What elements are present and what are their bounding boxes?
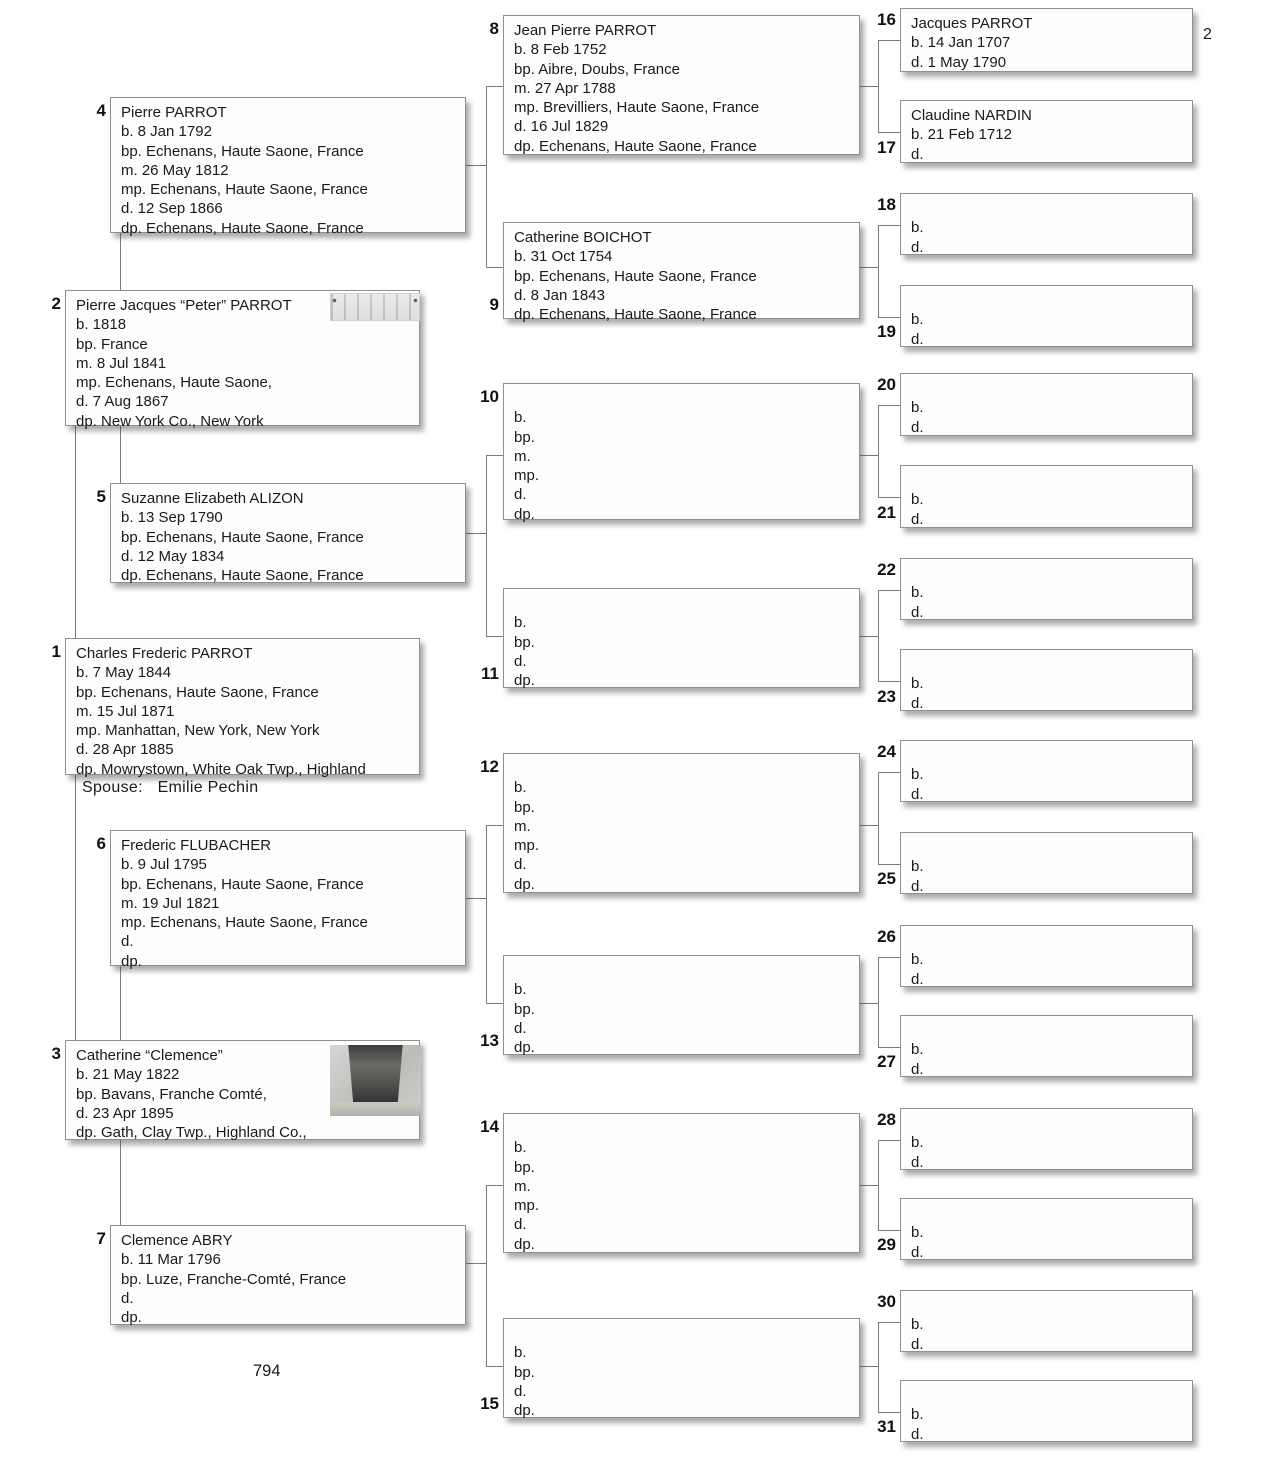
person-field-line: d. xyxy=(911,694,924,712)
connector-line xyxy=(878,1140,900,1141)
connector-line xyxy=(486,1185,503,1186)
person-field-line: b. xyxy=(514,1344,527,1362)
box-number-18: 18 xyxy=(877,195,896,214)
person-fields xyxy=(911,1040,1188,1079)
person-field-line: bp. Echenans, Haute Saone, France xyxy=(121,528,364,546)
connector-line xyxy=(860,636,878,637)
person-name xyxy=(911,291,1188,310)
connector-line xyxy=(878,590,879,681)
person-field-line: bp. Echenans, Haute Saone, France xyxy=(121,875,364,893)
person-field-line: dp. Mowrystown, White Oak Twp., Highland xyxy=(76,760,366,778)
person-field-line: dp. xyxy=(514,672,535,690)
person-fields xyxy=(76,315,415,431)
person-name: Jean Pierre PARROT xyxy=(514,22,657,39)
person-field-line: dp. Echenans, Haute Saone, France xyxy=(514,137,757,155)
person-name: Charles Frederic PARROT xyxy=(76,645,253,662)
person-box-19 xyxy=(900,285,1193,347)
person-box-4 xyxy=(110,97,466,237)
person-box-14 xyxy=(503,1113,860,1253)
person-name xyxy=(514,1119,855,1138)
person-name xyxy=(911,1296,1188,1315)
person-field-line: b. 31 Oct 1754 xyxy=(514,248,613,266)
connector-line xyxy=(878,317,900,318)
person-field-line: bp. xyxy=(514,1158,535,1176)
person-field-line: d. 12 May 1834 xyxy=(121,547,225,565)
person-name xyxy=(911,199,1188,218)
person-fields xyxy=(121,855,461,971)
person-field-line: d. 12 Sep 1866 xyxy=(121,200,223,218)
person-fields xyxy=(76,663,415,779)
person-field-line: d. xyxy=(514,1216,527,1234)
connector-line xyxy=(75,426,76,638)
box-number-6: 6 xyxy=(96,834,106,853)
box-number-26: 26 xyxy=(877,927,896,946)
connector-line xyxy=(878,405,879,497)
spouse-name: Emilie Pechin xyxy=(157,779,259,796)
person-field-line: b. xyxy=(514,614,527,632)
person-box-30 xyxy=(900,1290,1193,1352)
connector-line xyxy=(878,772,879,864)
connector-line xyxy=(486,1366,503,1367)
person-field-line: b. 8 Feb 1752 xyxy=(514,41,607,59)
spouse-note xyxy=(82,779,258,797)
person-field-line: b. xyxy=(514,981,527,999)
person-field-line: m. 19 Jul 1821 xyxy=(121,894,220,912)
person-box-17 xyxy=(900,100,1193,163)
person-box-28 xyxy=(900,1108,1193,1170)
record-thumbnail-image xyxy=(330,293,420,321)
person-box-21 xyxy=(900,465,1193,528)
person-fields xyxy=(911,1315,1188,1354)
box-number-2: 2 xyxy=(51,294,61,313)
person-box-23 xyxy=(900,649,1193,711)
person-field-line: bp. xyxy=(514,633,535,651)
connector-line xyxy=(878,590,900,591)
person-box-16 xyxy=(900,8,1193,72)
person-field-line: bp. Echenans, Haute Saone, France xyxy=(121,142,364,160)
person-field-line: bp. Luze, Franche-Comté, France xyxy=(121,1270,347,1288)
person-box-26 xyxy=(900,925,1193,987)
box-number-31: 31 xyxy=(877,1417,896,1436)
person-name xyxy=(911,1114,1188,1133)
person-field-line: dp. Echenans, Haute Saone, France xyxy=(121,219,364,237)
connector-line xyxy=(486,455,503,456)
person-fields xyxy=(911,1405,1188,1444)
connector-line xyxy=(878,132,900,133)
person-field-line: dp. xyxy=(514,505,535,523)
person-field-line: b. 21 May 1822 xyxy=(76,1066,180,1084)
person-fields xyxy=(514,778,855,894)
person-field-line: dp. xyxy=(514,1402,535,1420)
connector-line xyxy=(878,40,879,132)
person-box-31 xyxy=(900,1380,1193,1442)
person-field-line: b. 1818 xyxy=(76,316,127,334)
person-field-line: dp. Echenans, Haute Saone, France xyxy=(121,567,364,585)
person-box-2 xyxy=(65,290,420,430)
person-field-line: mp. Echenans, Haute Saone, France xyxy=(121,181,368,199)
person-field-line: bp. Aibre, Doubs, France xyxy=(514,60,680,78)
box-number-25: 25 xyxy=(877,869,896,888)
person-field-line: m. 15 Jul 1871 xyxy=(76,702,175,720)
person-fields xyxy=(514,408,855,524)
connector-line xyxy=(860,1185,878,1186)
person-field-line: b. xyxy=(911,584,924,602)
person-name: Catherine “Clemence” xyxy=(76,1047,223,1064)
person-fields xyxy=(911,490,1188,529)
person-name xyxy=(514,1324,855,1343)
person-field-line: d. xyxy=(911,1060,924,1078)
connector-line xyxy=(486,825,487,1003)
person-box-3 xyxy=(65,1040,420,1140)
person-name: Clemence ABRY xyxy=(121,1232,233,1249)
connector-line xyxy=(486,825,503,826)
box-number-14: 14 xyxy=(480,1117,499,1136)
box-number-23: 23 xyxy=(877,687,896,706)
person-name: Frederic FLUBACHER xyxy=(121,837,272,854)
person-box-10 xyxy=(503,383,860,523)
connector-line xyxy=(486,1003,503,1004)
person-field-line: dp. Gath, Clay Twp., Highland Co., xyxy=(76,1124,307,1142)
connector-line xyxy=(120,426,121,483)
person-box-12 xyxy=(503,753,860,893)
spouse-label: Spouse: xyxy=(82,779,143,796)
connector-line xyxy=(878,864,900,865)
connector-line xyxy=(878,1047,900,1048)
person-field-line: dp. Echenans, Haute Saone, France xyxy=(514,306,757,324)
person-field-line: b. xyxy=(911,491,924,509)
person-field-line: d. xyxy=(911,330,924,348)
person-field-line: b. xyxy=(911,1134,924,1152)
person-field-line: b. xyxy=(514,1139,527,1157)
person-box-1 xyxy=(65,638,420,778)
person-box-20 xyxy=(900,373,1193,436)
connector-line xyxy=(120,233,121,290)
person-name xyxy=(911,838,1188,857)
person-field-line: mp. xyxy=(514,837,540,855)
connector-line xyxy=(860,455,878,456)
person-field-line: mp. Echenans, Haute Saone, xyxy=(76,374,272,392)
person-field-line: m. xyxy=(514,817,531,835)
person-name xyxy=(514,759,855,778)
connector-line xyxy=(878,225,879,317)
person-field-line: b. xyxy=(911,219,924,237)
box-number-7: 7 xyxy=(96,1229,106,1248)
person-field-line: d. 16 Jul 1829 xyxy=(514,118,609,136)
connector-line xyxy=(486,86,487,267)
person-field-line: d. xyxy=(911,238,924,256)
person-fields xyxy=(911,950,1188,989)
person-field-line: b. 8 Jan 1792 xyxy=(121,123,212,141)
connector-line xyxy=(466,165,486,166)
person-field-line: d. xyxy=(911,1243,924,1261)
person-fields xyxy=(514,980,855,1057)
person-fields xyxy=(514,247,855,324)
person-field-line: mp. Echenans, Haute Saone, France xyxy=(121,914,368,932)
person-box-25 xyxy=(900,832,1193,894)
person-fields xyxy=(514,1343,855,1420)
person-name xyxy=(911,1386,1188,1405)
connector-line xyxy=(878,40,900,41)
box-number-9: 9 xyxy=(489,295,499,314)
connector-line xyxy=(486,267,503,268)
person-fields xyxy=(514,40,855,156)
person-field-line: m. 8 Jul 1841 xyxy=(76,354,167,372)
connector-line xyxy=(75,775,76,1040)
person-field-line: bp. xyxy=(514,1363,535,1381)
connector-line xyxy=(860,1366,878,1367)
box-number-8: 8 xyxy=(489,19,499,38)
box-number-5: 5 xyxy=(96,487,106,506)
connector-line xyxy=(878,957,879,1047)
person-field-line: mp. xyxy=(514,1197,540,1215)
connector-line xyxy=(878,957,900,958)
box-number-29: 29 xyxy=(877,1235,896,1254)
person-field-line: bp. Bavans, Franche Comté, xyxy=(76,1085,267,1103)
gravestone-ground xyxy=(330,1102,421,1116)
person-field-line: bp. xyxy=(514,428,535,446)
connector-line xyxy=(878,1140,879,1230)
person-field-line: d. 8 Jan 1843 xyxy=(514,286,605,304)
person-field-line: bp. Echenans, Haute Saone, France xyxy=(514,267,757,285)
person-name: Jacques PARROT xyxy=(911,15,1033,32)
person-fields xyxy=(911,218,1188,257)
box-number-4: 4 xyxy=(96,101,106,120)
person-field-line: d. xyxy=(911,970,924,988)
person-field-line: d. xyxy=(911,1425,924,1443)
person-field-line: d. xyxy=(911,510,924,528)
person-name xyxy=(514,961,855,980)
person-field-line: m. xyxy=(514,447,531,465)
gravestone-stone xyxy=(345,1045,407,1103)
connector-line xyxy=(486,636,503,637)
box-number-19: 19 xyxy=(877,322,896,341)
box-number-24: 24 xyxy=(877,742,896,761)
person-field-line: dp. New York Co., New York xyxy=(76,412,264,430)
connector-line xyxy=(120,1140,121,1225)
person-field-line: mp. xyxy=(514,467,540,485)
person-name xyxy=(911,379,1188,398)
box-number-3: 3 xyxy=(51,1044,61,1063)
person-field-line: mp. Manhattan, New York, New York xyxy=(76,722,320,740)
connector-line xyxy=(860,825,878,826)
person-box-11 xyxy=(503,588,860,688)
person-field-line: d. xyxy=(121,1289,134,1307)
connector-line xyxy=(878,772,900,773)
person-field-line: d. xyxy=(514,1382,527,1400)
box-number-28: 28 xyxy=(877,1110,896,1129)
box-number-12: 12 xyxy=(480,757,499,776)
box-number-20: 20 xyxy=(877,375,896,394)
person-field-line: d. 7 Aug 1867 xyxy=(76,393,169,411)
person-field-line: d. xyxy=(911,785,924,803)
person-field-line: d. xyxy=(121,933,134,951)
box-number-17: 17 xyxy=(877,138,896,157)
person-name: Pierre PARROT xyxy=(121,104,227,121)
connector-line xyxy=(466,1263,486,1264)
person-field-line: b. xyxy=(911,311,924,329)
connector-line xyxy=(860,1003,878,1004)
person-field-line: d. xyxy=(514,856,527,874)
person-field-line: d. 28 Apr 1885 xyxy=(76,741,174,759)
person-field-line: d. xyxy=(911,418,924,436)
connector-line xyxy=(860,86,878,87)
box-number-13: 13 xyxy=(480,1031,499,1050)
person-field-line: b. xyxy=(911,766,924,784)
person-field-line: d. xyxy=(514,1019,527,1037)
person-field-line: m. 26 May 1812 xyxy=(121,161,229,179)
person-field-line: dp. xyxy=(514,875,535,893)
box-number-11: 11 xyxy=(481,664,499,683)
person-field-line: b. xyxy=(911,675,924,693)
person-box-9 xyxy=(503,222,860,324)
person-name xyxy=(911,564,1188,583)
box-number-30: 30 xyxy=(877,1292,896,1311)
person-field-line: dp. xyxy=(514,1039,535,1057)
person-fields xyxy=(911,125,1188,164)
connector-line xyxy=(860,267,878,268)
person-fields xyxy=(121,122,461,238)
connector-line xyxy=(878,405,900,406)
person-box-24 xyxy=(900,740,1193,802)
person-field-line: b. xyxy=(911,858,924,876)
person-name xyxy=(911,471,1188,490)
person-box-27 xyxy=(900,1015,1193,1077)
person-box-29 xyxy=(900,1198,1193,1260)
connector-line xyxy=(466,898,486,899)
person-field-line: bp. France xyxy=(76,335,148,353)
connector-line xyxy=(486,455,487,636)
person-name xyxy=(911,931,1188,950)
person-field-line: d. xyxy=(514,486,527,504)
person-name: Pierre Jacques “Peter” PARROT xyxy=(76,297,292,314)
person-field-line: bp. xyxy=(514,1000,535,1018)
connector-line xyxy=(878,1322,879,1412)
person-field-line: d. xyxy=(911,1153,924,1171)
person-field-line: dp. xyxy=(121,952,142,970)
person-fields xyxy=(911,398,1188,437)
person-field-line: bp. Echenans, Haute Saone, France xyxy=(76,683,319,701)
person-field-line: m. 27 Apr 1788 xyxy=(514,79,616,97)
person-name: Claudine NARDIN xyxy=(911,107,1032,124)
person-field-line: b. 11 Mar 1796 xyxy=(121,1251,221,1269)
person-fields xyxy=(121,1250,461,1327)
person-fields xyxy=(911,33,1188,72)
connector-line xyxy=(878,681,900,682)
connector-line xyxy=(120,966,121,1040)
person-field-line: d. xyxy=(911,603,924,621)
connector-line xyxy=(878,497,900,498)
person-field-line: b. xyxy=(911,1041,924,1059)
person-box-6 xyxy=(110,830,466,970)
box-number-1: 1 xyxy=(51,642,61,661)
person-box-7 xyxy=(110,1225,466,1325)
person-fields xyxy=(514,1138,855,1254)
person-box-8 xyxy=(503,15,860,155)
person-box-22 xyxy=(900,558,1193,620)
person-name: Suzanne Elizabeth ALIZON xyxy=(121,490,304,507)
person-field-line: b. xyxy=(911,1406,924,1424)
person-field-line: b. xyxy=(911,1316,924,1334)
box-number-22: 22 xyxy=(877,560,896,579)
person-field-line: d. xyxy=(911,877,924,895)
person-field-line: m. xyxy=(514,1177,531,1195)
box-number-10: 10 xyxy=(480,387,499,406)
person-fields xyxy=(911,1223,1188,1262)
person-field-line: bp. xyxy=(514,798,535,816)
person-fields xyxy=(911,1133,1188,1172)
person-field-line: b. 7 May 1844 xyxy=(76,664,172,682)
person-fields xyxy=(911,674,1188,713)
person-field-line: b. xyxy=(911,399,924,417)
connector-line xyxy=(878,225,900,226)
person-fields xyxy=(911,310,1188,349)
person-field-line: mp. Brevilliers, Haute Saone, France xyxy=(514,99,760,117)
connector-line xyxy=(878,1322,900,1323)
person-field-line: d. xyxy=(911,1335,924,1353)
person-field-line: b. xyxy=(911,1224,924,1242)
person-field-line: d. 1 May 1790 xyxy=(911,53,1007,71)
person-name xyxy=(514,389,855,408)
person-field-line: d. xyxy=(514,652,527,670)
box-number-21: 21 xyxy=(877,503,896,522)
box-number-27: 27 xyxy=(877,1052,896,1071)
person-name xyxy=(911,746,1188,765)
person-field-line: b. xyxy=(911,951,924,969)
person-fields xyxy=(911,765,1188,804)
person-fields xyxy=(121,508,461,585)
person-name xyxy=(911,1204,1188,1223)
person-fields xyxy=(911,583,1188,622)
connector-line xyxy=(466,533,486,534)
person-box-13 xyxy=(503,955,860,1055)
gravestone-photo xyxy=(330,1045,421,1116)
connector-line xyxy=(878,1230,900,1231)
person-box-15 xyxy=(503,1318,860,1418)
person-field-line: b. 9 Jul 1795 xyxy=(121,856,207,874)
box-number-15: 15 xyxy=(480,1394,499,1413)
person-field-line: b. xyxy=(514,779,527,797)
page-number: 794 xyxy=(253,1362,281,1380)
connector-line xyxy=(486,1185,487,1366)
person-field-line: d. xyxy=(911,145,924,163)
person-fields xyxy=(911,857,1188,896)
person-field-line: d. 23 Apr 1895 xyxy=(76,1104,174,1122)
person-field-line: b. 14 Jan 1707 xyxy=(911,34,1011,52)
person-box-5 xyxy=(110,483,466,583)
person-box-18 xyxy=(900,193,1193,255)
person-field-line: b. 21 Feb 1712 xyxy=(911,126,1012,144)
box-number-16: 16 xyxy=(877,10,896,29)
person-field-line: dp. xyxy=(514,1235,535,1253)
person-name: Catherine BOICHOT xyxy=(514,229,652,246)
connector-line xyxy=(486,86,503,87)
chart-continuation-ref: 2 xyxy=(1203,26,1212,43)
person-name xyxy=(514,594,855,613)
person-name xyxy=(911,1021,1188,1040)
person-field-line: b. 13 Sep 1790 xyxy=(121,509,223,527)
person-name xyxy=(911,655,1188,674)
person-field-line: dp. xyxy=(121,1309,142,1327)
person-field-line: b. xyxy=(514,409,527,427)
person-fields xyxy=(514,613,855,690)
connector-line xyxy=(878,1412,900,1413)
